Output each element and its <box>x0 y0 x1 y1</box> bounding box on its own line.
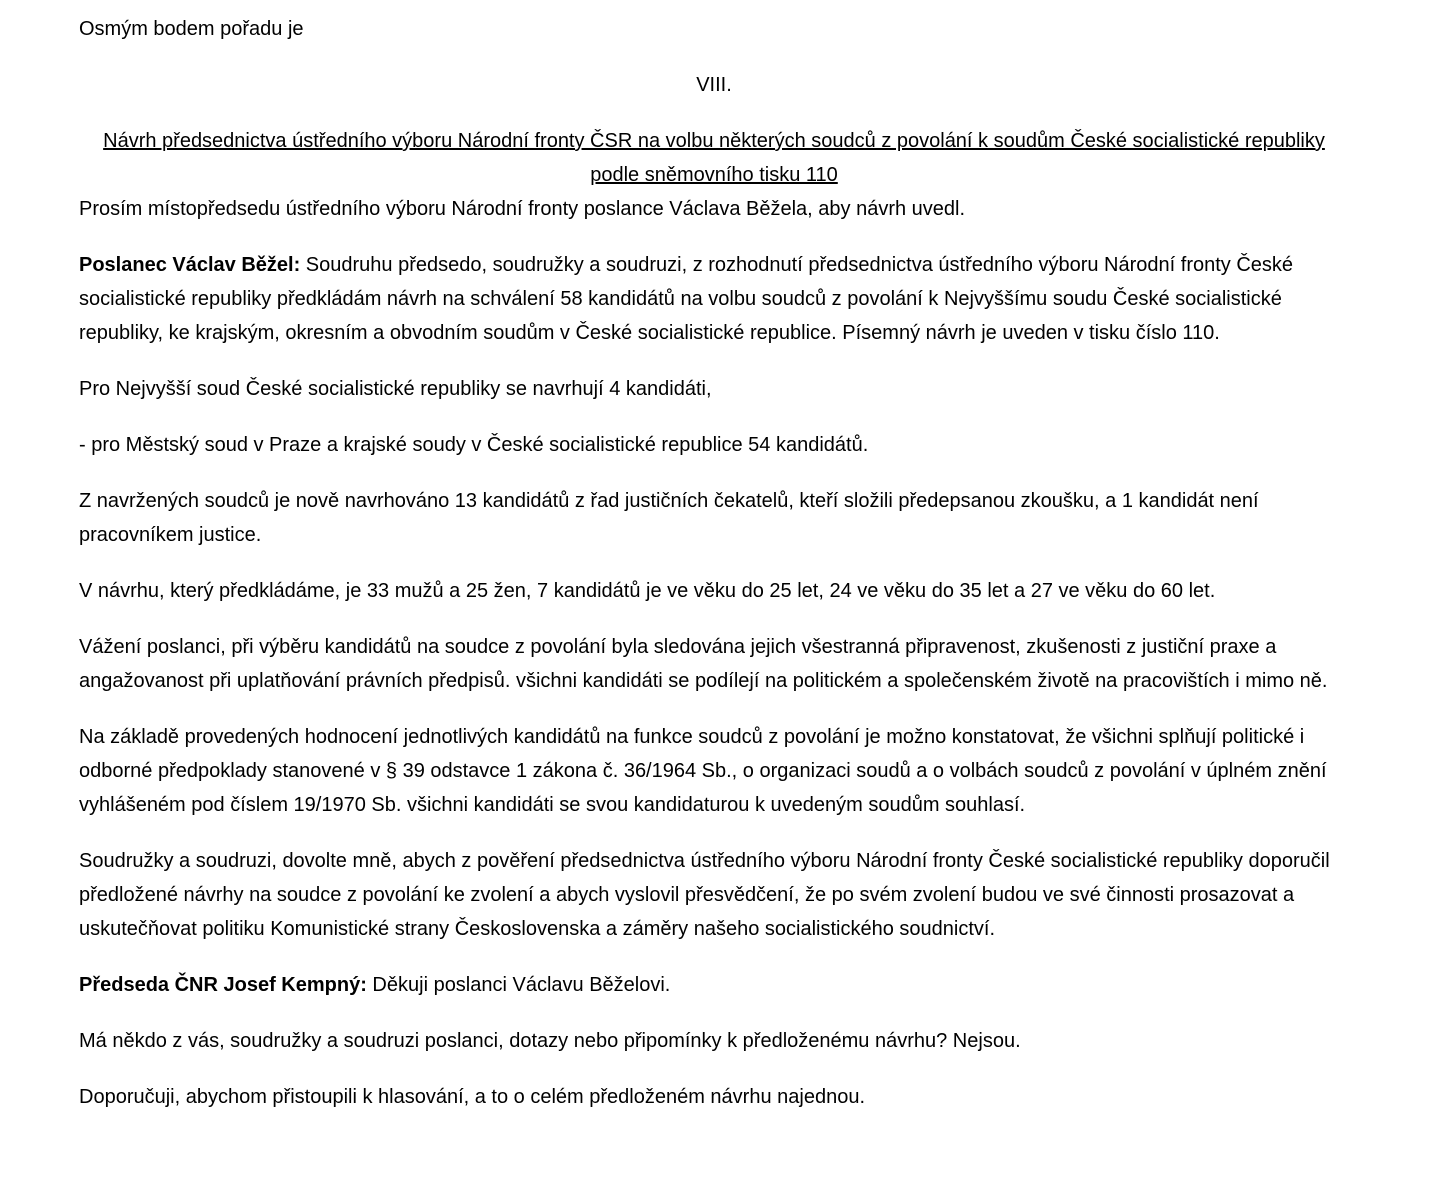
paragraph-questions: Má někdo z vás, soudružky a soudruzi poslanci, dotazy nebo připomínky k předloženému návrhu? Nejsou. <box>79 1030 1021 1052</box>
agenda-item-number: VIII. <box>696 74 732 96</box>
transcript-page <box>79 12 1349 1114</box>
paragraph-city-court: - pro Městský soud v Praze a krajské soudy v České socialistické republice 54 kandidátů. <box>79 434 869 456</box>
speech-text-kempny: Děkuji poslanci Václavu Běželovi. <box>366 974 671 996</box>
request-paragraph: Prosím místopředsedu ústředního výboru Národní fronty poslance Václava Běžela, aby návrh uvedl. <box>79 198 966 220</box>
speaker-name-kempny: Předseda ČNR Josef Kempný: <box>79 974 367 996</box>
paragraph-vote: Doporučuji, abychom přistoupili k hlasování, a to o celém předloženém návrhu najednou. <box>79 1086 866 1108</box>
paragraph-legal-basis: Na základě provedených hodnocení jednotlivých kandidátů na funkce soudců z povolání je možno konstatovat, že všichni splňují politické i odborné předpoklady stanovené v § 39 odstavce 1 zákona č. 36/1964 Sb., o organizaci soudů a o volbách soudců z povolání v úplném znění vyhlášeném pod číslem 19/1970 Sb. všichni kandidáti se svou kandidaturou k uvedeným soudům souhlasí. <box>79 726 1327 816</box>
speech-bezel <box>79 248 1349 350</box>
paragraph-new-candidates: Z navržených soudců je nově navrhováno 13 kandidátů z řad justičních čekatelů, kteří složili předepsanou zkoušku, a 1 kandidát není pracovníkem justice. <box>79 490 1259 546</box>
speaker-name-bezel: Poslanec Václav Běžel: <box>79 254 301 276</box>
speech-text-bezel: Soudruhu předsedo, soudružky a soudruzi, z rozhodnutí předsednictva ústředního výboru Národní fronty České socialistické republiky předkládám návrh na schválení 58 kandidátů na volbu soudců z povolání k Nejvyššímu soudu České socialistické republiky, ke krajským, okresním a obvodním soudům v České socialistické republice. Písemný návrh je uveden v tisku číslo 110. <box>79 254 1294 344</box>
paragraph-selection: Vážení poslanci, při výběru kandidátů na soudce z povolání byla sledována jejich všestranná připravenost, zkušenosti z justiční praxe a angažovanost při uplatňování právních předpisů. všichni kandidáti se podílejí na politickém a společenském životě na pracovištích i mimo ně. <box>79 636 1328 692</box>
paragraph-supreme-court: Pro Nejvyšší soud České socialistické republiky se navrhují 4 kandidáti, <box>79 378 712 400</box>
agenda-item-title: Návrh předsednictva ústředního výboru Národní fronty ČSR na volbu některých soudců z povolání k soudům České socialistické republiky podle sněmovního tisku 110 <box>103 130 1325 186</box>
speech-kempny <box>79 968 1349 1002</box>
paragraph-statistics: V návrhu, který předkládáme, je 33 mužů a 25 žen, 7 kandidátů je ve věku do 25 let, 24 ve věku do 35 let a 27 ve věku do 60 let. <box>79 580 1216 602</box>
paragraph-recommendation: Soudružky a soudruzi, dovolte mně, abych z pověření předsednictva ústředního výboru Národní fronty České socialistické republiky doporučil předložené návrhy na soudce z povolání ke zvolení a abych vyslovil přesvědčení, že po svém zvolení budou ve své činnosti prosazovat a uskutečňovat politiku Komunistické strany Československa a záměry našeho socialistického soudnictví. <box>79 850 1330 940</box>
intro-line: Osmým bodem pořadu je <box>79 18 304 40</box>
